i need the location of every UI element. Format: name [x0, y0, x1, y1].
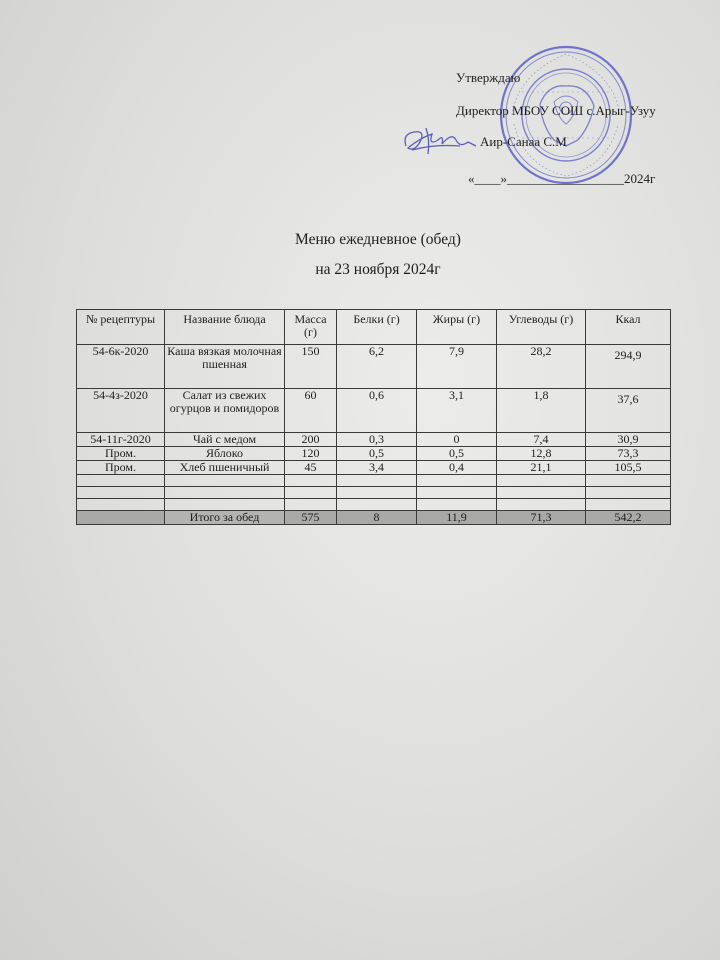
empty-row — [77, 487, 671, 499]
table-row — [77, 433, 671, 447]
table-row — [77, 447, 671, 461]
cell-fat: 0,4 — [417, 461, 497, 475]
table-row — [77, 461, 671, 475]
cell-carbs: 21,1 — [497, 461, 586, 475]
approval-word: Утверждаю — [456, 70, 521, 85]
cell-recipe: Пром. — [77, 461, 165, 475]
cell-kcal: 294,9 — [586, 345, 671, 389]
director-name: Аир-Санаа С.М — [480, 134, 567, 149]
director-signature — [398, 120, 478, 160]
menu-date: на 23 ноября 2024г — [315, 261, 441, 278]
cell-dish-name: Хлеб пшеничный — [165, 461, 285, 475]
cell-kcal: 30,9 — [586, 433, 671, 447]
cell-fat: 3,1 — [417, 389, 497, 433]
cell-carbs: 1,8 — [497, 389, 586, 433]
total-blank-cell — [77, 511, 165, 525]
cell-mass: 200 — [285, 433, 337, 447]
header-protein: Белки (г) — [337, 310, 417, 345]
header-kcal: Ккал — [586, 310, 671, 345]
empty-row — [77, 499, 671, 511]
total-row — [77, 511, 671, 525]
table-row — [77, 345, 671, 389]
cell-fat: 0 — [417, 433, 497, 447]
table-header-row — [77, 310, 671, 345]
cell-carbs: 28,2 — [497, 345, 586, 389]
total-carbs: 71,3 — [497, 511, 586, 525]
cell-fat: 7,9 — [417, 345, 497, 389]
total-kcal: 542,2 — [586, 511, 671, 525]
cell-protein: 0,5 — [337, 447, 417, 461]
cell-dish-name: Чай с медом — [165, 433, 285, 447]
empty-row — [77, 475, 671, 487]
cell-mass: 45 — [285, 461, 337, 475]
cell-protein: 6,2 — [337, 345, 417, 389]
total-protein: 8 — [337, 511, 417, 525]
cell-kcal: 37,6 — [586, 389, 671, 433]
cell-kcal: 105,5 — [586, 461, 671, 475]
cell-recipe: 54-4з-2020 — [77, 389, 165, 433]
cell-mass: 150 — [285, 345, 337, 389]
cell-protein: 3,4 — [337, 461, 417, 475]
header-mass: Масса (г) — [285, 310, 337, 345]
cell-mass: 120 — [285, 447, 337, 461]
header-fat: Жиры (г) — [417, 310, 497, 345]
header-dish-name: Название блюда — [165, 310, 285, 345]
total-mass: 575 — [285, 511, 337, 525]
approval-date-line: «____»__________________2024г — [468, 171, 656, 186]
cell-kcal: 73,3 — [586, 447, 671, 461]
cell-mass: 60 — [285, 389, 337, 433]
cell-recipe: Пром. — [77, 447, 165, 461]
cell-fat: 0,5 — [417, 447, 497, 461]
menu-title: Меню ежедневное (обед) — [295, 231, 461, 248]
cell-carbs: 12,8 — [497, 447, 586, 461]
cell-protein: 0,6 — [337, 389, 417, 433]
header-carbs: Углеводы (г) — [497, 310, 586, 345]
cell-dish-name: Каша вязкая молочная пшенная — [165, 345, 285, 389]
director-position: Директор МБОУ СОШ с.Арыг-Узуу — [456, 103, 656, 118]
cell-recipe: 54-6к-2020 — [77, 345, 165, 389]
cell-dish-name: Яблоко — [165, 447, 285, 461]
cell-recipe: 54-11г-2020 — [77, 433, 165, 447]
cell-carbs: 7,4 — [497, 433, 586, 447]
total-label: Итого за обед — [165, 511, 285, 525]
cell-dish-name: Салат из свежих огурцов и помидоров — [165, 389, 285, 433]
header-recipe: № рецептуры — [77, 310, 165, 345]
table-row — [77, 389, 671, 433]
cell-protein: 0,3 — [337, 433, 417, 447]
total-fat: 11,9 — [417, 511, 497, 525]
menu-table — [76, 309, 671, 525]
